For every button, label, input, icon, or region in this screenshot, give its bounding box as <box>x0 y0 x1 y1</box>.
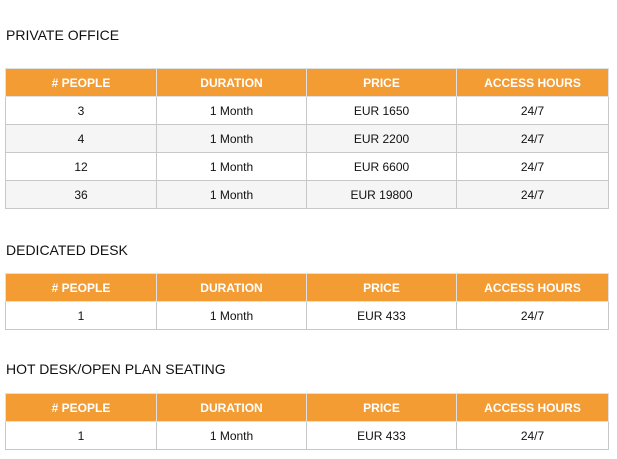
header-price: PRICE <box>307 394 457 422</box>
table-row <box>6 153 609 181</box>
cell-people: 4 <box>6 125 157 153</box>
section-title-private-office: PRIVATE OFFICE <box>6 27 120 43</box>
cell-access-hours: 24/7 <box>457 97 609 125</box>
table-row <box>6 422 609 450</box>
cell-duration: 1 Month <box>157 153 307 181</box>
table-header-row <box>6 69 609 97</box>
table-row <box>6 97 609 125</box>
table-row <box>6 302 609 330</box>
cell-access-hours: 24/7 <box>457 181 609 209</box>
table-header-row <box>6 394 609 422</box>
cell-duration: 1 Month <box>157 125 307 153</box>
cell-price: EUR 433 <box>307 422 457 450</box>
cell-people: 36 <box>6 181 157 209</box>
table-header-row <box>6 274 609 302</box>
cell-duration: 1 Month <box>157 302 307 330</box>
cell-duration: 1 Month <box>157 97 307 125</box>
header-duration: DURATION <box>157 69 307 97</box>
cell-access-hours: 24/7 <box>457 153 609 181</box>
table-row <box>6 125 609 153</box>
dedicated-desk-table <box>5 273 609 330</box>
cell-price: EUR 433 <box>307 302 457 330</box>
header-price: PRICE <box>307 274 457 302</box>
private-office-table <box>5 68 609 209</box>
cell-price: EUR 1650 <box>307 97 457 125</box>
cell-duration: 1 Month <box>157 422 307 450</box>
header-people: # PEOPLE <box>6 274 157 302</box>
header-people: # PEOPLE <box>6 394 157 422</box>
table-row <box>6 181 609 209</box>
cell-people: 1 <box>6 302 157 330</box>
section-title-dedicated-desk: DEDICATED DESK <box>6 242 128 258</box>
cell-price: EUR 2200 <box>307 125 457 153</box>
cell-people: 3 <box>6 97 157 125</box>
hot-desk-table <box>5 393 609 450</box>
header-duration: DURATION <box>157 274 307 302</box>
header-access-hours: ACCESS HOURS <box>457 394 609 422</box>
header-duration: DURATION <box>157 394 307 422</box>
cell-people: 1 <box>6 422 157 450</box>
header-access-hours: ACCESS HOURS <box>457 69 609 97</box>
header-people: # PEOPLE <box>6 69 157 97</box>
cell-duration: 1 Month <box>157 181 307 209</box>
cell-price: EUR 6600 <box>307 153 457 181</box>
section-title-hot-desk: HOT DESK/OPEN PLAN SEATING <box>6 361 226 377</box>
cell-access-hours: 24/7 <box>457 125 609 153</box>
header-access-hours: ACCESS HOURS <box>457 274 609 302</box>
cell-access-hours: 24/7 <box>457 422 609 450</box>
cell-people: 12 <box>6 153 157 181</box>
cell-access-hours: 24/7 <box>457 302 609 330</box>
cell-price: EUR 19800 <box>307 181 457 209</box>
header-price: PRICE <box>307 69 457 97</box>
